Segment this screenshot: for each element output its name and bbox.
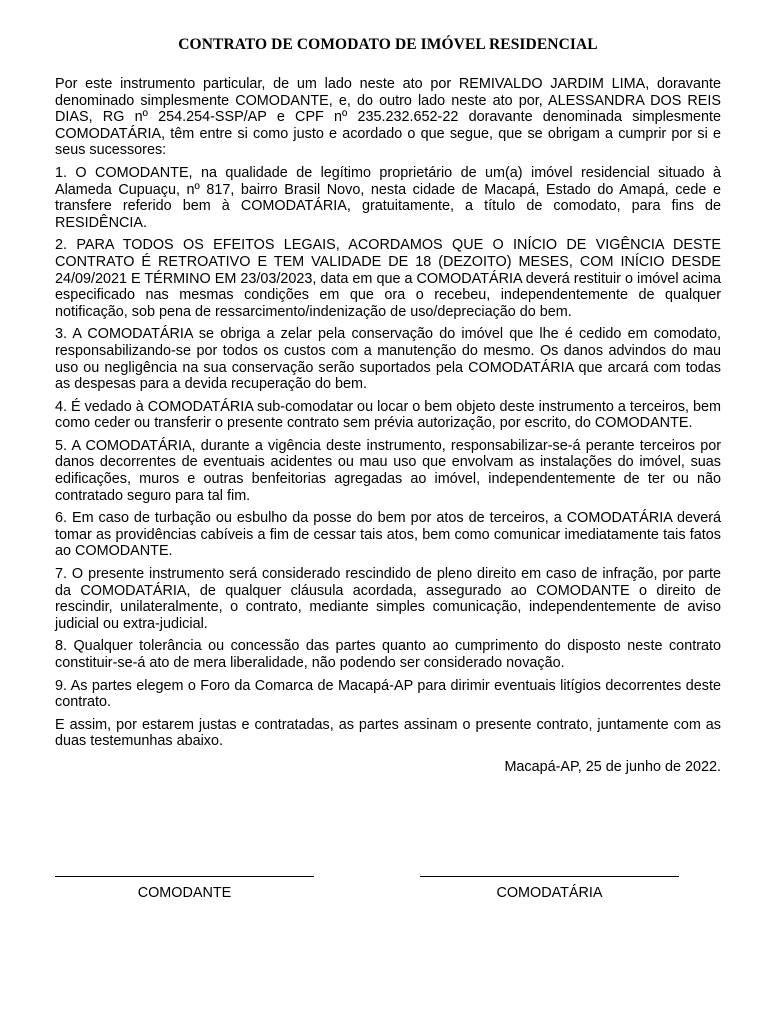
signature-comodataria — [420, 876, 679, 901]
clause-3: 3. A COMODATÁRIA se obriga a zelar pela conservação do imóvel que lhe é cedido em comodato, responsabilizando-se por todos os custos com a manutenção do mesmo. Os danos advindos do mau uso ou negligência na sua conservação serão suportados pela COMODATÁRIA que arcará com todas as despesas para a devida recuperação do bem. — [55, 326, 721, 393]
clause-8: 8. Qualquer tolerância ou concessão das partes quanto ao cumprimento do disposto neste contrato constituir-se-á ato de mera liberalidade, não podendo ser considerado novação. — [55, 638, 721, 671]
signature-comodante — [55, 876, 314, 901]
clause-1: 1. O COMODANTE, na qualidade de legítimo proprietário de um(a) imóvel residencial situado à Alameda Cupuaçu, nº 817, bairro Brasil Novo, nesta cidade de Macapá, Estado do Amapá, cede e transfere referido bem à COMODATÁRIA, gratuitamente, a título de comodato, para fins de RESIDÊNCIA. — [55, 164, 721, 231]
intro-paragraph: Por este instrumento particular, de um lado neste ato por REMIVALDO JARDIM LIMA, doravante denominado simplesmente COMODANTE, e, do outro lado neste ato por, ALESSANDRA DOS REIS DIAS, RG nº 254.254-SSP/AP e CPF nº 235.232.652-22 doravante denominada simplesmente COMODATÁRIA, têm entre si como justo e acordado o que segue, que se obrigam a cumprir por si e seus sucessores: — [55, 76, 721, 159]
clause-5: 5. A COMODATÁRIA, durante a vigência deste instrumento, responsabilizar-se-á perante terceiros por danos decorrentes de eventuais acidentes ou mau uso que envolvam as instalações do imóvel, suas edificações, muros e outras benfeitorias agregadas ao imóvel, independentemente de ter ou não contratado seguro para tal fim. — [55, 437, 721, 504]
place-and-date: Macapá-AP, 25 de junho de 2022. — [504, 758, 721, 775]
signature-line-left — [55, 876, 314, 877]
signature-line-right — [420, 876, 679, 877]
document-title: CONTRATO DE COMODATO DE IMÓVEL RESIDENCIAL — [178, 36, 598, 53]
clause-2: 2. PARA TODOS OS EFEITOS LEGAIS, ACORDAMOS QUE O INÍCIO DE VIGÊNCIA DESTE CONTRATO É RETROATIVO E TEM VALIDADE DE 18 (DEZOITO) MESES, COM INÍCIO DESDE 24/09/2021 E TÉRMINO EM 23/03/2023, data em que a COMODATÁRIA deverá restituir o imóvel acima especificado nas mesmas condições em que ora o recebeu, independentemente de qualquer notificação, sob pena de ressarcimento/indenização de uso/depreciação do bem. — [55, 237, 721, 320]
clause-6: 6. Em caso de turbação ou esbulho da posse do bem por atos de terceiros, a COMODATÁRIA deverá tomar as providências cabíveis a fim de cessar tais atos, bem como comunicar imediatamente tais fatos ao COMODANTE. — [55, 510, 721, 560]
signature-label-comodataria: COMODATÁRIA — [496, 885, 603, 901]
clause-7: 7. O presente instrumento será considerado rescindido de pleno direito em caso de infração, por parte da COMODATÁRIA, de qualquer cláusula acordada, assegurado ao COMODANTE o direito de rescindir, unilateralmente, o contrato, mediante simples comunicação, independentemente de aviso judicial ou extra-judicial. — [55, 566, 721, 632]
contract-page — [55, 0, 721, 1024]
signature-label-comodante: COMODANTE — [137, 885, 232, 901]
clause-9: 9. As partes elegem o Foro da Comarca de Macapá-AP para dirimir eventuais litígios decorrentes deste contrato. — [55, 677, 721, 711]
closing-paragraph: E assim, por estarem justas e contratadas, as partes assinam o presente contrato, juntamente com as duas testemunhas abaixo. — [55, 716, 721, 750]
clause-4: 4. É vedado à COMODATÁRIA sub-comodatar ou locar o bem objeto deste instrumento a terceiros, bem como ceder ou transferir o presente contrato sem prévia autorização, por escrito, do COMODANTE. — [55, 398, 722, 432]
signature-block — [55, 876, 721, 916]
